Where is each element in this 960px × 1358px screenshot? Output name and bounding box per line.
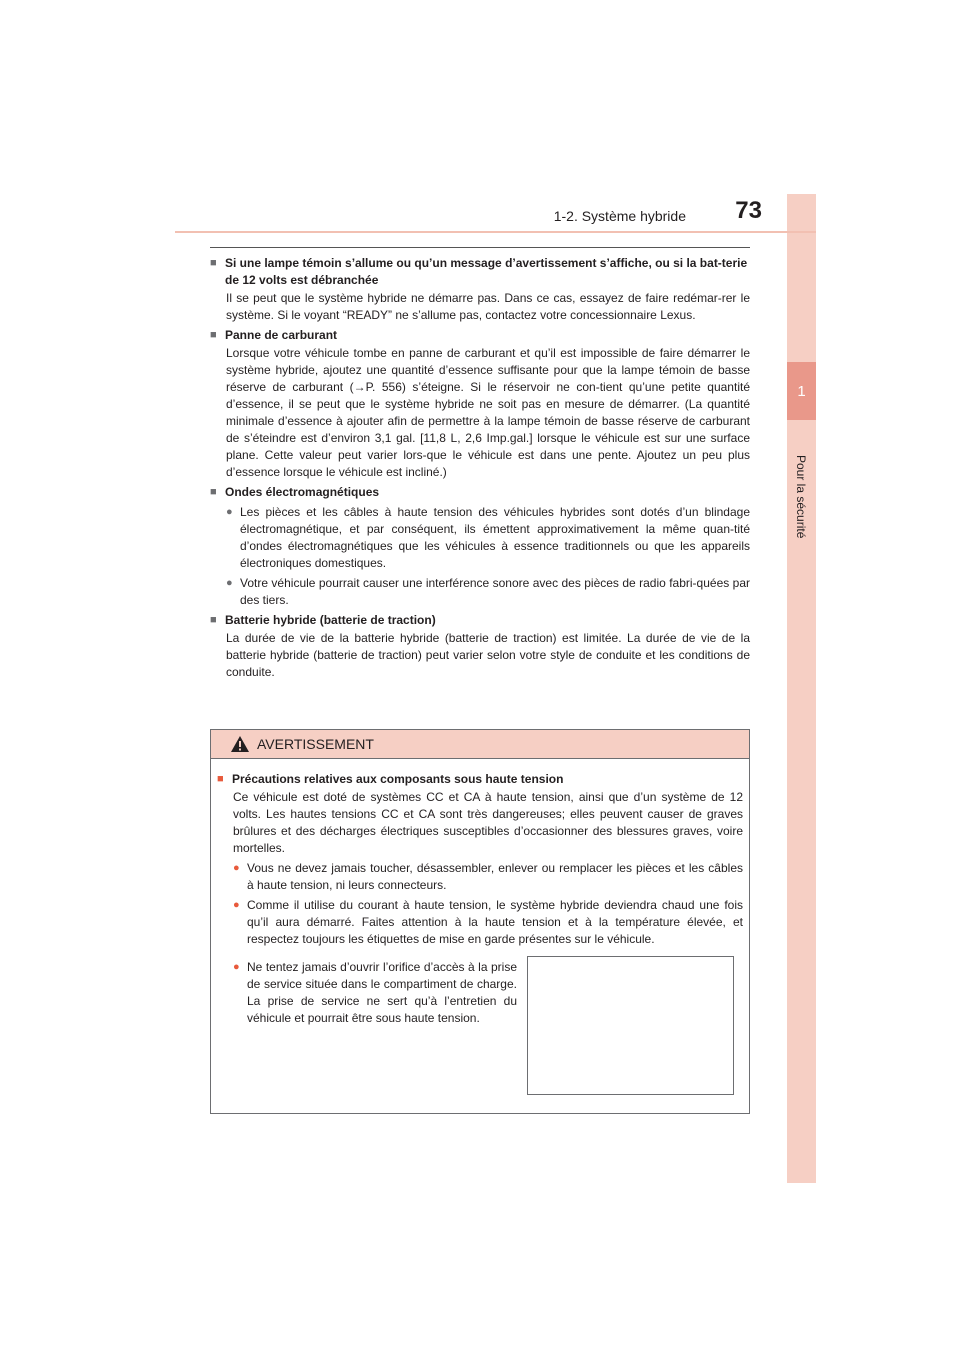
- square-bullet-icon: ■: [210, 329, 217, 341]
- section-fuel: [210, 327, 750, 481]
- circle-bullet-icon: ●: [233, 862, 240, 874]
- section-body: Lorsque votre véhicule tombe en panne de carburant et qu’il est impossible de faire démarrer le système hybride, ajoutez une quantité d’essence suffisante pour que la lampe témoin de basse réserve de carburant (→P. 556) s’éteigne. Si le réservoir ne con-tient qu’une petite quantité d’essence, il se peut que le système hybride ne soit pas en mesure de démarrer. (La quantité minimale d’essence à ajouter afin de permettre à la lampe témoin de basse réserve de carburant de s’éteindre est d’environ 3,1 gal. [11,8 L, 2,6 Imp.gal.] lorsque le véhicule est sur une surface plane. Cette valeur peut varier lors-que le véhicule est dans une pente. Ajoutez un peu plus d’essence lorsque le véhicule est incliné.): [226, 346, 750, 479]
- content-divider: [210, 247, 750, 248]
- circle-bullet-icon: ●: [226, 506, 233, 518]
- warning-label: AVERTISSEMENT: [257, 736, 374, 752]
- list-item: ● Ne tentez jamais d’ouvrir l’orifice d’accès à la prise de service située dans le compartiment de charge. La prise de service ne sert qu’à l’entretien du véhicule et pourrait être sous haute tension.: [217, 959, 517, 1092]
- square-bullet-icon: ■: [210, 257, 217, 269]
- section-hybrid-battery: [210, 612, 750, 681]
- header-section-title: 1-2. Système hybride: [553, 208, 686, 224]
- square-bullet-icon: ■: [217, 773, 224, 785]
- circle-bullet-icon: ●: [226, 577, 233, 589]
- chapter-number: 1: [787, 362, 816, 420]
- header-rule: [175, 231, 816, 233]
- warning-body: [211, 759, 749, 1095]
- service-plug-illustration: [527, 956, 734, 1095]
- section-title: Batterie hybride (batterie de traction): [225, 613, 436, 627]
- list-item: ● Comme il utilise du courant à haute tension, le système hybride deviendra chaud une fois qu’il aura démarré. Faites attention à la haute tension et à la température élevée, et respectez toujours les étiquettes de mise en garde présentes sur le véhicule.: [233, 898, 743, 946]
- section-title: Ondes électromagnétiques: [225, 485, 380, 499]
- chapter-title: Pour la sécurité: [794, 455, 808, 539]
- circle-bullet-icon: ●: [233, 961, 240, 973]
- list-item: ● Votre véhicule pourrait causer une interférence sonore avec des pièces de radio fabri-quées par des tiers.: [226, 576, 750, 607]
- circle-bullet-icon: ●: [233, 899, 240, 911]
- warning-text: Ce véhicule est doté de systèmes CC et CA à haute tension, ainsi que d’un système de 12 volts. Les hautes tensions CC et CA sont très dangereuses; elles peuvent causer de graves brûlures et des décharges électriques susceptibles d’occasionner des blessures graves, voire mortelles.: [233, 790, 743, 855]
- section-warning-lamp: [210, 255, 750, 324]
- warning-header: [211, 730, 749, 759]
- square-bullet-icon: ■: [210, 614, 217, 626]
- section-title: Si une lampe témoin s’allume ou qu’un message d’avertissement s’affiche, ou si la bat-terie de 12 volts est débranchée: [225, 256, 748, 287]
- list-item: ● Les pièces et les câbles à haute tension des véhicules hybrides sont dotés d’un blindage électromagnétique, et par conséquent, ils émettent approximativement la même quan-tité d’ondes électromagnétiques que les véhicules à essence traditionnels ou que les appareils électroniques domestiques.: [226, 505, 750, 570]
- section-body: Il se peut que le système hybride ne démarre pas. Dans ce cas, essayez de faire redémar-rer le système. Si le voyant “READY” ne s’allume pas, contactez votre concessionnaire Lexus.: [226, 291, 750, 322]
- square-bullet-icon: ■: [210, 486, 217, 498]
- page-content: [210, 255, 750, 684]
- section-body: La durée de vie de la batterie hybride (batterie de traction) est limitée. La durée de vie de la batterie hybride (batterie de traction) peut varier selon votre style de conduite et les conditions de conduite.: [226, 631, 750, 679]
- warning-box: [210, 729, 750, 1114]
- page-number: 73: [735, 197, 762, 224]
- section-electromagnetic: [210, 484, 750, 609]
- warning-triangle-icon: [231, 736, 249, 752]
- section-title: Panne de carburant: [225, 328, 338, 342]
- list-item: ● Vous ne devez jamais toucher, désassembler, enlever ou remplacer les pièces et les câbles à haute tension, ni leurs connecteurs.: [233, 861, 743, 892]
- warning-title: Précautions relatives aux composants sous haute tension: [232, 772, 564, 786]
- chapter-side-tab: [787, 194, 816, 1183]
